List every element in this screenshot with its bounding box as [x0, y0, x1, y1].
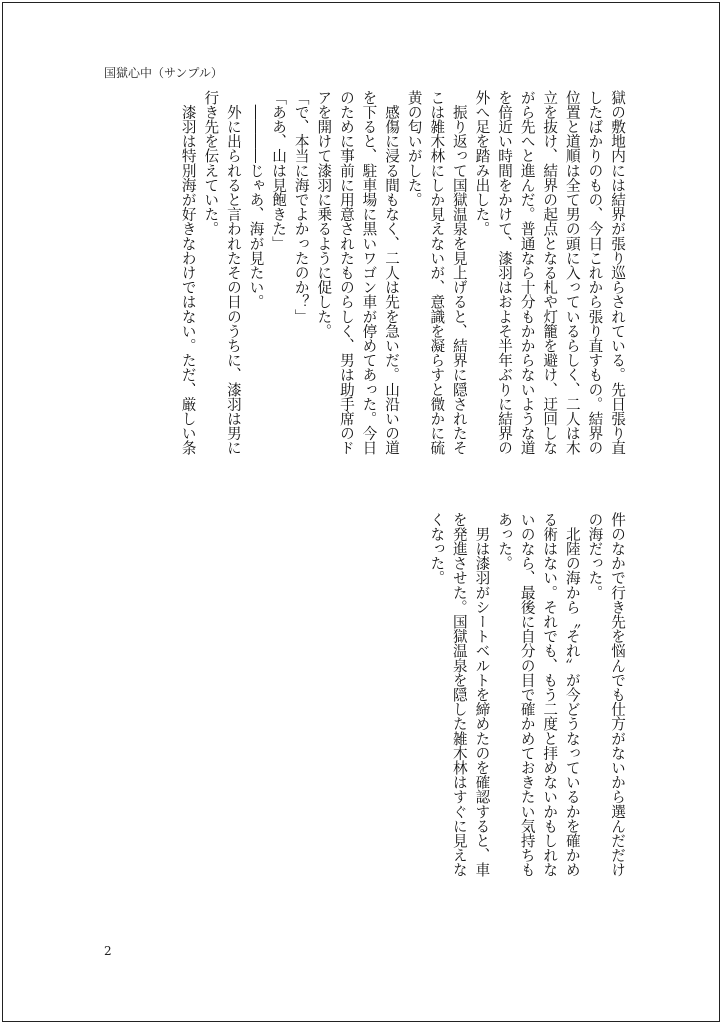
text-line: がら先へと進んだ。普通なら十分もかからないような道 [518, 90, 536, 455]
text-line: を下ると、駐車場に黒いワゴン車が停めてあった。今日 [360, 90, 378, 455]
text-line: いのなら、最後に自分の目で確かめておきたい気持ちも [518, 512, 536, 877]
text-line: 行き先を伝えていた。 [202, 90, 220, 236]
text-line: 「ああ、山は見飽きた」 [270, 90, 288, 251]
text-line: 外へ足を踏み出した。 [473, 90, 491, 236]
text-line: 感傷に浸る間もなく、二人は先を急いだ。山沿いの道 [383, 90, 401, 455]
text-line: 振り返って国獄温泉を見上げると、結界に隠されたそ [450, 90, 468, 455]
text-line: 北陸の海から〝それ〟が今どうなっているかを確かめ [563, 512, 581, 877]
text-line: のために事前に用意されたものらしく、男は助手席のド [337, 90, 355, 455]
text-line: 男は漆羽がシートベルトを締めたのを確認すると、車 [473, 512, 491, 877]
text-line: 黄の匂いがした。 [405, 90, 423, 207]
text-line: あった。 [496, 512, 514, 571]
text-block-lower [384, 512, 628, 912]
text-line: くなった。 [428, 512, 446, 585]
text-line: アを開けて漆羽に乗るように促した。 [315, 90, 333, 339]
text-line: 獄の敷地内には結界が張り巡らされている。先日張り直 [609, 90, 626, 455]
page-number: 2 [104, 944, 112, 958]
text-line: 位置と道順は全て男の頭に入っているらしく、二人は木 [563, 90, 581, 455]
text-line: 立を抜け、結界の起点となる札や灯籠を避け、迂回しな [541, 90, 559, 455]
text-line: 漆羽は特別海が好きなわけではない。ただ、厳しい条 [179, 90, 197, 455]
text-line: こは雑木林にしか見えないが、意識を凝らすと微かに硫 [428, 90, 446, 455]
text-line: 「で、本当に海でよかったのか？」 [292, 90, 310, 324]
text-line: を倍近い時間をかけて、漆羽はおよそ半年ぶりに結界の [496, 90, 514, 455]
text-block-upper [100, 90, 628, 490]
text-line: 外に出られると言われたその日のうちに、漆羽は男に [224, 90, 242, 455]
text-line: 件のなかで行き先を悩んでも仕方がないから選んだだけ [609, 512, 626, 877]
text-line: したばかりのもの、今日これから張り直すもの。結界の [586, 90, 604, 455]
text-line: ――――じゃあ、海が見たい。 [247, 90, 265, 309]
text-line: る術はない。それでも、もう二度と拝めないかもしれな [541, 512, 559, 877]
text-line: の海だった。 [586, 512, 604, 600]
running-header: 国獄心中（サンプル） [104, 66, 223, 80]
text-line: を発進させた。国獄温泉を隠した雑木林はすぐに見えな [450, 512, 468, 877]
